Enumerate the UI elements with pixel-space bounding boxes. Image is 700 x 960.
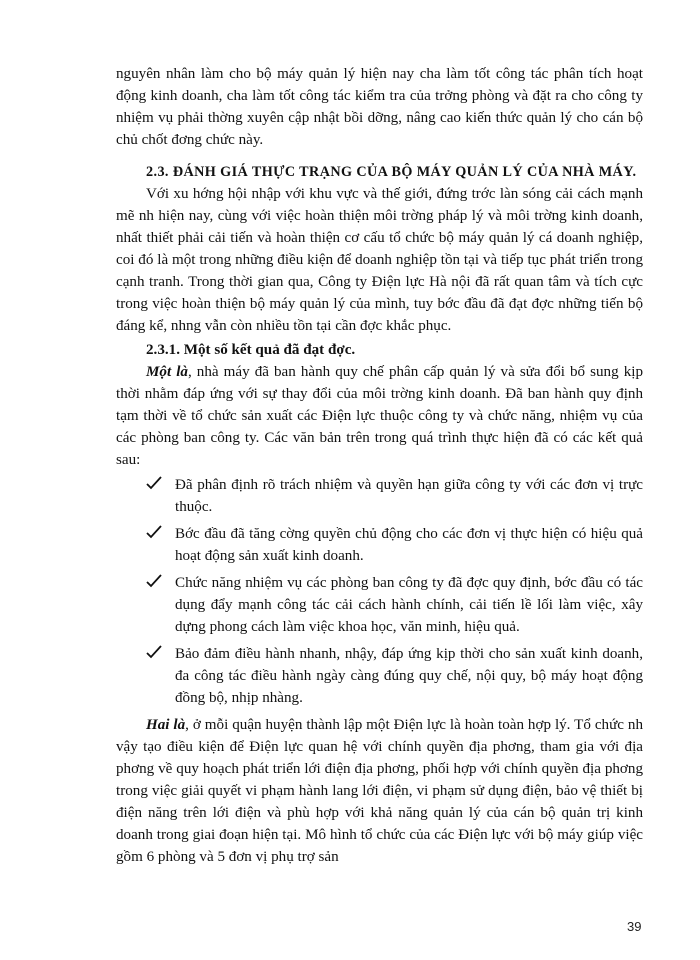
checkmark-icon (146, 573, 162, 589)
list-item-text: Bớc đầu đã tăng cờng quyền chủ động cho các đơn vị thực hiện có hiệu quả hoạt động sản xuất kinh doanh. (175, 526, 643, 564)
list-item (116, 572, 643, 638)
paragraph-first-body: , nhà máy đã ban hành quy chế phân cấp quản lý và sửa đổi bổ sung kịp thời nhằm đáp ứng với sự thay đổi của môi trờng kinh doanh. Đã ban hành quy định tạm thời về tổ chức sản xuất các Điện lực thuộc công ty và chức năng, nhiệm vụ của các phòng ban công ty. Các văn bản trên trong quá trình thực hiện đã có các kết quả sau: (116, 364, 643, 468)
paragraph-second-body: , ở mỗi quận huyện thành lập một Điện lực là hoàn toàn hợp lý. Tổ chức nh vậy tạo điều kiện để Điện lực quan hệ với chính quyền địa phơng, tham gia với địa phơng về quy hoạch phát triển lới điện địa phơng, phối hợp với chính quyền địa phơng trong việc giải quyết vi phạm hành lang lới điện, vi phạm sử dụng điện, bảo vệ thiết bị điện năng trên lới điện và phù hợp với khả năng quản lý của cán bộ quản trị kinh doanh trong giai đoạn hiện tại. Mô hình tổ chức của các Điện lực với bộ máy giúp việc gồm 6 phòng và 5 đơn vị phụ trợ sản (116, 717, 643, 865)
page-number: 39 (627, 919, 642, 934)
list-item (116, 643, 643, 709)
text-column (116, 63, 643, 868)
section-heading (116, 161, 643, 183)
checkmark-icon (146, 524, 162, 540)
list-item (116, 523, 643, 567)
list-item (116, 474, 643, 518)
list-item-text: Chức năng nhiệm vụ các phòng ban công ty đã đợc quy định, bớc đầu có tác dụng đẩy mạnh công tác cải cách hành chính, cải tiến lề lối làm việc, xây dựng phong cách làm việc khoa học, văn minh, hiệu quả. (175, 575, 643, 635)
checkmark-icon (146, 475, 162, 491)
list-item-text: Đã phân định rõ trách nhiệm và quyền hạn giữa công ty với các đơn vị trực thuộc. (175, 477, 643, 515)
paragraph-context: Với xu hớng hội nhập với khu vực và thế giới, đứng trớc làn sóng cải cách mạnh mẽ nh hiện nay, cùng với việc hoàn thiện môi trờng pháp lý và môi trờng kinh doanh, nhất thiết phải cải tiến và hoàn thiện cơ cấu tổ chức bộ máy quản lý cá doanh nghiệp, coi đó là một trong những điều kiện để doanh nghiệp tồn tại và tiếp tục phát triển trong cạnh tranh. Trong thời gian qua, Công ty Điện lực Hà nội đã rất quan tâm và tích cực trong việc hoàn thiện bộ máy quản lý của mình, tuy bớc đầu đã đạt đợc những tiến bộ đáng kể, nhng vẫn còn nhiều tồn tại cần đợc khắc phục. (116, 186, 643, 334)
list-item-text: Bảo đảm điều hành nhanh, nhậy, đáp ứng kịp thời cho sản xuất kinh doanh, đa công tác điều hành ngày càng đúng quy chế, nội quy, bộ máy hoạt động đồng bộ, nhịp nhàng. (175, 646, 643, 706)
section-title: ĐÁNH GIÁ THỰC TRẠNG CỦA BỘ MÁY QUẢN LÝ CỦA NHÀ MÁY. (172, 164, 637, 180)
paragraph-intro: nguyên nhân làm cho bộ máy quản lý hiện nay cha làm tốt công tác phân tích hoạt động kinh doanh, cha làm tốt công tác kiểm tra của trởng phòng và đặt ra cho công ty nhiệm vụ phải thờng xuyên cập nhật bồi dỡng, nâng cao kiến thức quản lý cho cán bộ chủ chốt đơng chức này. (116, 66, 643, 148)
subsection-heading: 2.3.1. Một số kết quả đã đạt đợc. (146, 342, 356, 358)
checkmark-icon (146, 644, 162, 660)
results-list (116, 474, 643, 709)
paragraph-second-point (116, 714, 643, 868)
lead-phrase-one: Một là (146, 364, 188, 380)
paragraph-first-point (116, 361, 643, 471)
lead-phrase-two: Hai là (146, 717, 186, 733)
section-number: 2.3. (146, 164, 169, 180)
